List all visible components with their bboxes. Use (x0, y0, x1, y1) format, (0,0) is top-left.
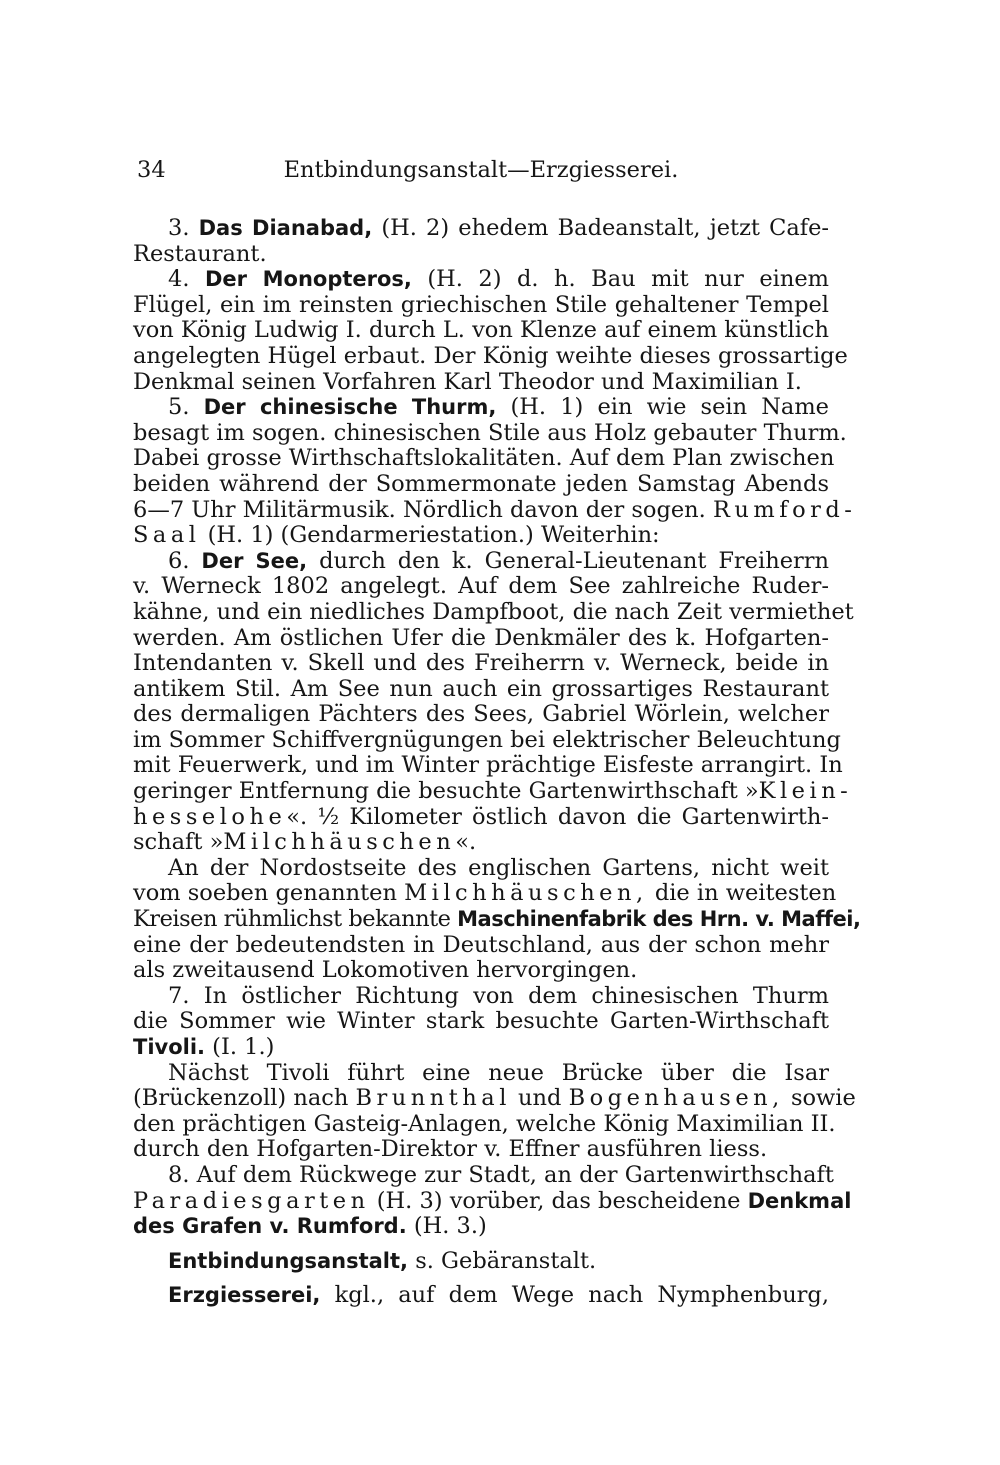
paragraph-nordost-line-3: Kreisen rühmlichst bekannte Maschinenfabrik des Hrn. v. Maffei, (133, 906, 861, 933)
paragraph-tivoli-line-1: Nächst Tivoli führt eine neue Brücke über die Isar (168, 1059, 829, 1086)
item-5-line-2: besagt im sogen. chinesischen Stile aus Holz gebauter Thurm. (133, 419, 847, 446)
item-5-line-4: beiden während der Sommermonate jeden Samstag Abends (133, 470, 829, 497)
item-4-line-1: 4. Der Monopteros, (H. 2) d. h. Bau mit nur einem (168, 266, 829, 293)
page-number: 34 (137, 157, 166, 183)
rumford-monument-name: des Grafen v. Rumford. (133, 1214, 407, 1239)
spaced-name-rumford: Rumford- (712, 496, 857, 523)
paragraph-tivoli-line-3: den prächtigen Gasteig-Anlagen, welche König Maximilian II. (133, 1110, 836, 1137)
item-7-line-1: 7. In östlicher Richtung von dem chinesischen Thurm (168, 982, 829, 1009)
item-4-line-3: von König Ludwig I. durch L. von Klenze auf einem künstlich (133, 317, 829, 344)
item-6-line-5: Intendanten v. Skell und des Freiherrn v. Werneck, beide in (133, 650, 829, 677)
item-6-line-6: antikem Stil. Am See nun auch ein grossartiges Restaurant (133, 675, 829, 702)
item-6-line-12: schaft »Milchhäuschen«. (133, 829, 477, 856)
item-5-line-3: Dabei grosse Wirthschaftslokalitäten. Auf dem Plan zwischen (133, 445, 835, 472)
entry-erzgiesserei: Erzgiesserei, kgl., auf dem Wege nach Nymphenburg, (168, 1282, 829, 1309)
maffei-name: Maschinenfabrik des Hrn. v. Maffei, (457, 907, 861, 932)
item-5-line-5: 6—7 Uhr Militärmusik. Nördlich davon der sogen. Rumford- (133, 496, 857, 523)
paragraph-nordost-line-4: eine der bedeutendsten in Deutschland, aus der schon mehr (133, 931, 829, 958)
running-header (133, 158, 829, 186)
entry-term: Erzgiesserei, (168, 1283, 321, 1308)
item-3-line-2: Restaurant. (133, 240, 267, 267)
paragraph-nordost-line-2: vom soeben genannten Milchhäuschen, die in weitesten (133, 880, 837, 907)
page-content (133, 157, 861, 1309)
item-4-line-5: Denkmal seinen Vorfahren Karl Theodor und Maximilian I. (133, 368, 802, 395)
item-5-line-1: 5. Der chinesische Thurm, (H. 1) ein wie sein Name (168, 394, 829, 421)
item-8-line-3: des Grafen v. Rumford. (H. 3.) (133, 1213, 487, 1240)
item-3-line-1: 3. Das Dianabad, (H. 2) ehedem Badeanstalt, jetzt Cafe- (168, 215, 829, 241)
item-8-line-1: 8. Auf dem Rückwege zur Stadt, an der Gartenwirthschaft (168, 1161, 834, 1188)
item-4-name: Der Monopteros, (204, 267, 412, 292)
item-6-name: Der See, (201, 548, 308, 573)
item-6-line-7: des dermaligen Pächters des Sees, Gabriel Wörlein, welcher (133, 701, 829, 728)
item-8-line-2: Paradiesgarten (H. 3) vorüber, das bescheidene Denkmal (133, 1187, 852, 1214)
item-3-name: Das Dianabad, (198, 216, 373, 240)
entry-entbindungsanstalt: Entbindungsanstalt, s. Gebäranstalt. (168, 1247, 597, 1274)
item-7-line-3: Tivoli. (I. 1.) (133, 1034, 275, 1060)
item-4-line-4: angelegten Hügel erbaut. Der König weihte dieses grossartige (133, 342, 848, 369)
item-7-line-2: die Sommer wie Winter stark besuchte Garten-Wirthschaft (133, 1008, 829, 1035)
item-6-line-4: werden. Am östlichen Ufer die Denkmäler des k. Hofgarten- (133, 624, 829, 651)
item-6-line-10: geringer Entfernung die besuchte Gartenwirthschaft »Klein- (133, 778, 853, 805)
item-6-line-1: 6. Der See, durch den k. General-Lieutenant Freiherrn (168, 547, 830, 574)
item-6-line-11: hesselohe«. ½ Kilometer östlich davon die Gartenwirth- (133, 803, 829, 830)
item-6-line-3: kähne, und ein niedliches Dampfboot, die nach Zeit vermiethet (133, 598, 854, 625)
paragraph-tivoli-line-4: durch den Hofgarten-Direktor v. Effner ausführen liess. (133, 1136, 768, 1163)
item-5-line-6: Saal (H. 1) (Gendarmeriestation.) Weiterhin: (133, 522, 660, 549)
item-6-line-9: mit Feuerwerk, und im Winter prächtige Eisfeste arrangirt. In (133, 752, 843, 779)
item-7-name: Tivoli. (133, 1035, 206, 1059)
item-6-line-8: im Sommer Schiffvergnügungen bei elektrischer Beleuchtung (133, 726, 841, 753)
paragraph-nordost-line-5: als zweitausend Lokomotiven hervorgingen. (133, 957, 638, 984)
running-title: Entbindungsanstalt—Erzgiesserei. (283, 157, 679, 183)
entry-term: Entbindungsanstalt, (168, 1248, 409, 1273)
paragraph-nordost-line-1: An der Nordostseite des englischen Gartens, nicht weit (168, 854, 829, 881)
item-5-name: Der chinesische Thurm, (203, 395, 497, 420)
item-6-line-2: v. Werneck 1802 angelegt. Auf dem See zahlreiche Ruder- (133, 573, 829, 600)
paragraph-tivoli-line-2: (Brückenzoll) nach Brunnthal und Bogenhausen, sowie (133, 1085, 856, 1112)
item-4-line-2: Flügel, ein im reinsten griechischen Stile gehaltener Tempel (133, 291, 829, 318)
